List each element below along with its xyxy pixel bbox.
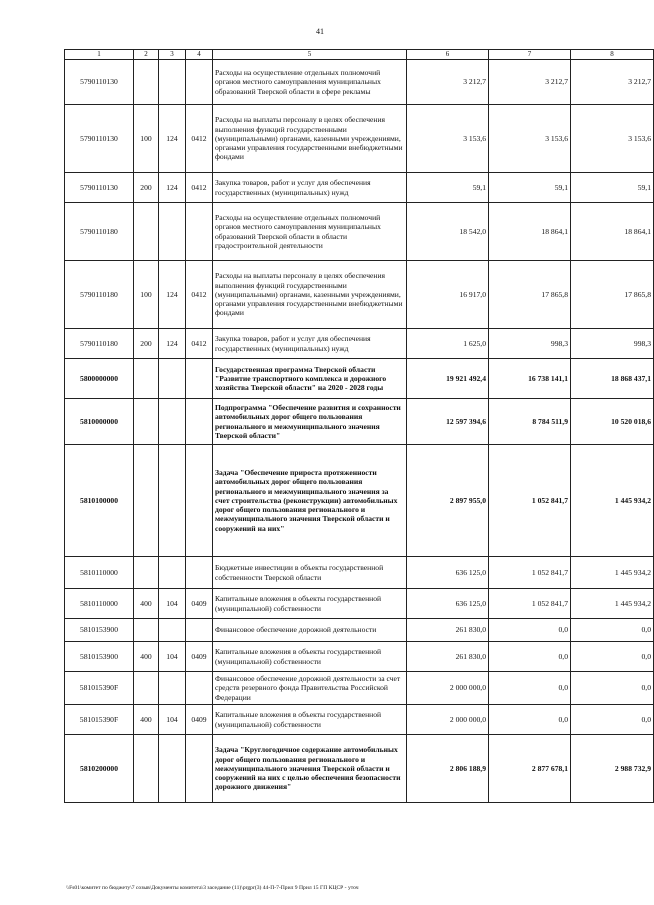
row-code-cell: 5790110180	[65, 261, 134, 329]
table-row	[65, 642, 654, 672]
row-col3-cell	[159, 619, 186, 642]
row-value-2020-cell: 2 806 188,9	[407, 735, 489, 803]
row-col3-cell	[159, 203, 186, 261]
row-value-2021-cell: 0,0	[489, 705, 571, 735]
row-name-cell: Капитальные вложения в объекты государственной (муниципальной) собственности	[213, 705, 407, 735]
row-value-2021-cell: 1 052 841,7	[489, 557, 571, 589]
row-value-2022-cell: 998,3	[571, 329, 654, 359]
row-col2-cell	[134, 359, 159, 399]
row-code-cell: 5810100000	[65, 445, 134, 557]
table-row	[65, 557, 654, 589]
row-col2-cell: 400	[134, 589, 159, 619]
table-row	[65, 359, 654, 399]
row-name-cell: Бюджетные инвестиции в объекты государственной собственности Тверской области	[213, 557, 407, 589]
row-value-2022-cell: 17 865,8	[571, 261, 654, 329]
row-col4-cell	[186, 557, 213, 589]
row-col4-cell: 0409	[186, 589, 213, 619]
row-value-2020-cell: 261 830,0	[407, 619, 489, 642]
row-code-cell: 5790110180	[65, 203, 134, 261]
row-value-2022-cell: 1 445 934,2	[571, 557, 654, 589]
row-code-cell: 5810153900	[65, 619, 134, 642]
table-row	[65, 619, 654, 642]
row-value-2020-cell: 3 153,6	[407, 105, 489, 173]
table-row	[65, 672, 654, 705]
column-header: 7	[489, 50, 571, 60]
page-number: 41	[316, 27, 324, 36]
row-code-cell: 581015390F	[65, 705, 134, 735]
row-col4-cell	[186, 735, 213, 803]
column-header: 6	[407, 50, 489, 60]
row-col3-cell	[159, 60, 186, 105]
row-name-cell: Расходы на осуществление отдельных полномочий органов местного самоуправления муниципальных образований Тверской области в области градостроительной деятельности	[213, 203, 407, 261]
row-col2-cell: 200	[134, 329, 159, 359]
row-name-cell: Закупка товаров, работ и услуг для обеспечения государственных (муниципальных) нужд	[213, 173, 407, 203]
row-value-2021-cell: 0,0	[489, 619, 571, 642]
row-code-cell: 5790110130	[65, 105, 134, 173]
table-row	[65, 705, 654, 735]
row-name-cell: Расходы на осуществление отдельных полномочий органов местного самоуправления муниципальных образований Тверской области в сфере рекламы	[213, 60, 407, 105]
row-col3-cell	[159, 359, 186, 399]
row-col4-cell: 0409	[186, 642, 213, 672]
row-value-2022-cell: 18 864,1	[571, 203, 654, 261]
row-code-cell: 5800000000	[65, 359, 134, 399]
row-col2-cell	[134, 557, 159, 589]
row-col3-cell: 124	[159, 173, 186, 203]
row-col3-cell	[159, 672, 186, 705]
column-header: 1	[65, 50, 134, 60]
row-code-cell: 5810110000	[65, 557, 134, 589]
table-header-row	[65, 50, 654, 60]
row-col4-cell: 0412	[186, 173, 213, 203]
column-header: 8	[571, 50, 654, 60]
row-col4-cell	[186, 359, 213, 399]
row-value-2022-cell: 0,0	[571, 619, 654, 642]
row-col4-cell: 0412	[186, 105, 213, 173]
row-value-2022-cell: 2 988 732,9	[571, 735, 654, 803]
row-col4-cell	[186, 445, 213, 557]
row-col2-cell	[134, 445, 159, 557]
row-col4-cell: 0412	[186, 261, 213, 329]
row-value-2020-cell: 261 830,0	[407, 642, 489, 672]
row-value-2020-cell: 18 542,0	[407, 203, 489, 261]
table-row	[65, 203, 654, 261]
row-col2-cell: 100	[134, 261, 159, 329]
row-col2-cell: 400	[134, 642, 159, 672]
table-row	[65, 399, 654, 445]
row-col2-cell: 400	[134, 705, 159, 735]
row-col3-cell: 124	[159, 261, 186, 329]
row-value-2020-cell: 636 125,0	[407, 589, 489, 619]
row-value-2021-cell: 1 052 841,7	[489, 589, 571, 619]
row-col3-cell: 124	[159, 329, 186, 359]
row-name-cell: Финансовое обеспечение дорожной деятельности за счет средств резервного фонда Правительства Российской Федерации	[213, 672, 407, 705]
row-name-cell: Закупка товаров, работ и услуг для обеспечения государственных (муниципальных) нужд	[213, 329, 407, 359]
column-header: 5	[213, 50, 407, 60]
row-value-2022-cell: 3 153,6	[571, 105, 654, 173]
row-name-cell: Расходы на выплаты персоналу в целях обеспечения выполнения функций государственными (муниципальными) органами, казенными учреждениями, органами управления государственными внебюджетными фондами	[213, 105, 407, 173]
row-name-cell: Капитальные вложения в объекты государственной (муниципальной) собственности	[213, 642, 407, 672]
row-col2-cell	[134, 672, 159, 705]
table-row	[65, 589, 654, 619]
row-col3-cell: 104	[159, 642, 186, 672]
row-code-cell: 5810200000	[65, 735, 134, 803]
row-name-cell: Задача "Обеспечение прироста протяженности автомобильных дорог общего пользования регионального и межмуниципального значения за счет строительства (реконструкции) автомобильных дорог общего пользования регионального и межмуниципального значения Тверской области и сооружений на них"	[213, 445, 407, 557]
row-name-cell: Расходы на выплаты персоналу в целях обеспечения выполнения функций государственными (муниципальными) органами, казенными учреждениями, органами управления государственными внебюджетными фондами	[213, 261, 407, 329]
row-value-2020-cell: 59,1	[407, 173, 489, 203]
table-row	[65, 105, 654, 173]
table-row	[65, 173, 654, 203]
row-col3-cell: 124	[159, 105, 186, 173]
row-value-2021-cell: 16 738 141,1	[489, 359, 571, 399]
budget-table	[64, 49, 654, 803]
row-col2-cell	[134, 619, 159, 642]
row-value-2022-cell: 3 212,7	[571, 60, 654, 105]
row-code-cell: 5790110130	[65, 173, 134, 203]
row-value-2021-cell: 59,1	[489, 173, 571, 203]
row-code-cell: 5790110130	[65, 60, 134, 105]
row-name-cell: Подпрограмма "Обеспечение развития и сохранности автомобильных дорог общего пользования регионального и межмуниципального значения Тверской области"	[213, 399, 407, 445]
column-header: 2	[134, 50, 159, 60]
row-value-2022-cell: 0,0	[571, 705, 654, 735]
row-value-2020-cell: 2 000 000,0	[407, 672, 489, 705]
row-value-2022-cell: 0,0	[571, 672, 654, 705]
row-code-cell: 5790110180	[65, 329, 134, 359]
row-value-2020-cell: 16 917,0	[407, 261, 489, 329]
row-value-2020-cell: 19 921 492,4	[407, 359, 489, 399]
row-col4-cell	[186, 619, 213, 642]
column-header: 4	[186, 50, 213, 60]
row-value-2020-cell: 2 897 955,0	[407, 445, 489, 557]
row-code-cell: 5810000000	[65, 399, 134, 445]
row-value-2021-cell: 8 784 511,9	[489, 399, 571, 445]
row-col3-cell: 104	[159, 589, 186, 619]
row-col4-cell	[186, 399, 213, 445]
column-header: 3	[159, 50, 186, 60]
row-value-2021-cell: 0,0	[489, 672, 571, 705]
row-col2-cell: 200	[134, 173, 159, 203]
row-col3-cell	[159, 557, 186, 589]
row-name-cell: Финансовое обеспечение дорожной деятельности	[213, 619, 407, 642]
row-col4-cell: 0412	[186, 329, 213, 359]
row-value-2022-cell: 59,1	[571, 173, 654, 203]
row-col3-cell: 104	[159, 705, 186, 735]
row-col4-cell: 0409	[186, 705, 213, 735]
row-code-cell: 5810110000	[65, 589, 134, 619]
row-value-2020-cell: 636 125,0	[407, 557, 489, 589]
row-value-2021-cell: 1 052 841,7	[489, 445, 571, 557]
row-value-2020-cell: 2 000 000,0	[407, 705, 489, 735]
table-row	[65, 329, 654, 359]
row-col2-cell	[134, 399, 159, 445]
row-col3-cell	[159, 399, 186, 445]
row-value-2021-cell: 17 865,8	[489, 261, 571, 329]
row-value-2021-cell: 2 877 678,1	[489, 735, 571, 803]
row-code-cell: 581015390F	[65, 672, 134, 705]
row-value-2022-cell: 1 445 934,2	[571, 589, 654, 619]
row-value-2021-cell: 3 153,6	[489, 105, 571, 173]
row-col2-cell	[134, 60, 159, 105]
row-col2-cell	[134, 203, 159, 261]
table-row	[65, 261, 654, 329]
row-col4-cell	[186, 203, 213, 261]
row-name-cell: Задача "Круглогодичное содержание автомобильных дорог общего пользования регионального и межмуниципального значения Тверской области и сооружений на них с целью обеспечения безопасности дорожного движения"	[213, 735, 407, 803]
row-value-2020-cell: 12 597 394,6	[407, 399, 489, 445]
row-code-cell: 5810153900	[65, 642, 134, 672]
table-row	[65, 445, 654, 557]
row-value-2022-cell: 0,0	[571, 642, 654, 672]
row-value-2020-cell: 1 625,0	[407, 329, 489, 359]
row-name-cell: Капитальные вложения в объекты государственной (муниципальной) собственности	[213, 589, 407, 619]
row-col3-cell	[159, 445, 186, 557]
row-value-2021-cell: 3 212,7	[489, 60, 571, 105]
row-value-2020-cell: 3 212,7	[407, 60, 489, 105]
row-name-cell: Государственная программа Тверской области "Развитие транспортного комплекса и дорожного хозяйства Тверской области" на 2020 - 2028 годы	[213, 359, 407, 399]
row-value-2022-cell: 10 520 018,6	[571, 399, 654, 445]
table-row	[65, 735, 654, 803]
row-col3-cell	[159, 735, 186, 803]
row-col2-cell	[134, 735, 159, 803]
row-col4-cell	[186, 672, 213, 705]
row-col2-cell: 100	[134, 105, 159, 173]
row-value-2021-cell: 998,3	[489, 329, 571, 359]
row-value-2022-cell: 1 445 934,2	[571, 445, 654, 557]
table-row	[65, 60, 654, 105]
row-value-2021-cell: 18 864,1	[489, 203, 571, 261]
footer-file-path: \\Fs01\комитет по бюджету\7 созыв\Документы комитета\3 заседание (11)\prgpr(3) 44-П-7-Прил 9 Прил 15 ГП КЦСР - уточ	[66, 885, 359, 891]
row-value-2022-cell: 18 868 437,1	[571, 359, 654, 399]
row-value-2021-cell: 0,0	[489, 642, 571, 672]
row-col4-cell	[186, 60, 213, 105]
